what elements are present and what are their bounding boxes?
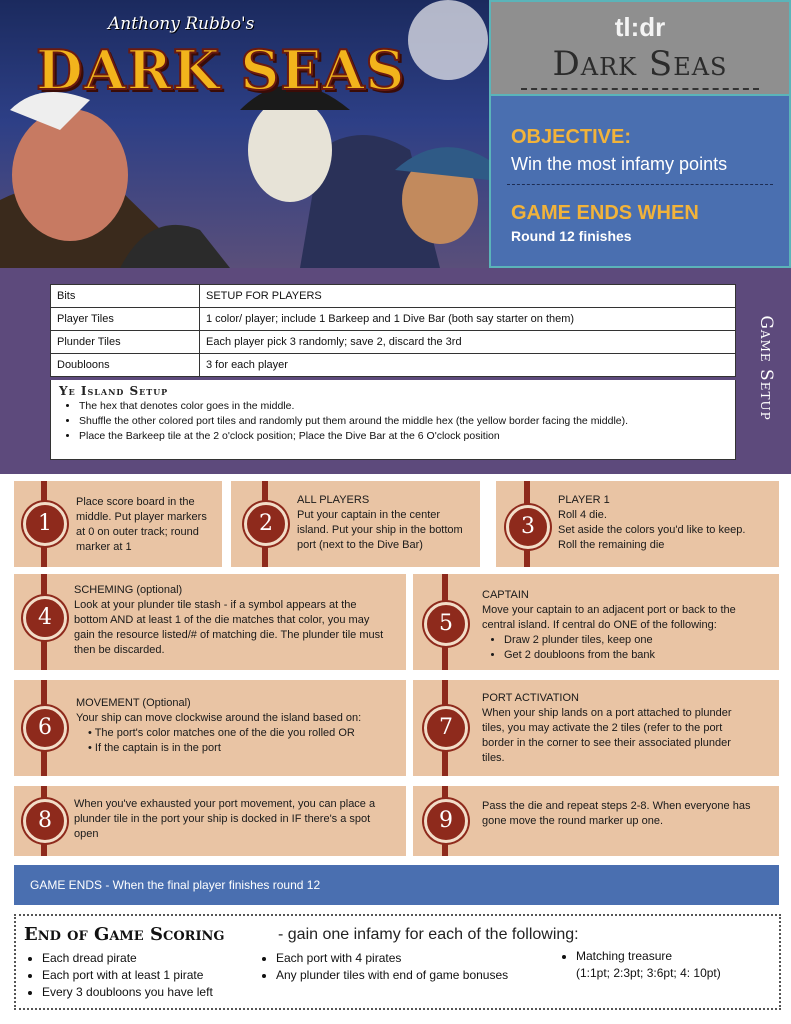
step-text <box>558 493 778 553</box>
step-line: at 0 on outer track; round <box>76 526 199 538</box>
step-bullets <box>482 633 777 663</box>
scoring-subtitle: - gain one infamy for each of the following: <box>278 926 579 943</box>
scoring-list-3 <box>562 948 721 982</box>
step-number: 3 <box>506 505 550 549</box>
step-2-box <box>231 481 480 567</box>
step-9-box <box>413 786 779 856</box>
scoring-title: End of Game Scoring <box>24 924 225 945</box>
step-text <box>74 583 404 658</box>
step-line: middle. Put player markers <box>76 511 207 523</box>
step-line: • The port's color matches one of the die you rolled OR <box>88 727 355 739</box>
game-ends-heading: GAME ENDS WHEN <box>511 202 699 224</box>
divider <box>507 184 773 185</box>
step-line: When your ship lands on a port attached to plunder <box>482 707 732 719</box>
objective-heading: OBJECTIVE: <box>511 126 632 148</box>
step-line: tiles, you may activate the 2 tiles (refer to the port <box>482 722 723 734</box>
setup-side-label <box>748 288 784 448</box>
step-number: 9 <box>424 799 468 843</box>
list-item: • Each port with at least 1 pirate <box>42 967 213 984</box>
step-text <box>74 797 404 842</box>
tldr-title: Dark Seas <box>552 44 728 84</box>
step-line: ALL PLAYERS <box>297 494 370 506</box>
table-header-cell: Bits <box>51 285 200 308</box>
step-line: marker at 1 <box>76 541 132 553</box>
step-line: port (next to the Dive Bar) <box>297 539 423 551</box>
table-cell: Player Tiles <box>51 308 200 331</box>
list-item: (1:1pt; 2:3pt; 3:6pt; 4: 10pt) <box>576 966 721 980</box>
table-cell: Plunder Tiles <box>51 331 200 354</box>
step-number: 8 <box>23 799 67 843</box>
divider <box>521 88 759 90</box>
step-5-box <box>413 574 779 670</box>
step-line: Place score board in the <box>76 496 195 508</box>
art-subtitle: Anthony Rubbo's <box>108 14 255 34</box>
island-setup-heading: Ye Island Setup <box>59 384 169 398</box>
step-line: MOVEMENT (Optional) <box>76 697 191 709</box>
step-line: • If the captain is in the port <box>88 742 221 754</box>
objective-text: Win the most infamy points <box>511 154 728 174</box>
step-number: 4 <box>23 596 67 640</box>
step-line: plunder tile in the port your ship is docked in IF there's a spot <box>74 813 371 825</box>
step-text <box>482 588 777 663</box>
step-number: 5 <box>424 602 468 646</box>
step-line: island. Put your ship in the bottom <box>297 524 463 536</box>
step-line: SCHEMING (optional) <box>74 584 183 596</box>
list-item: • Every 3 doubloons you have left <box>42 984 213 1001</box>
table-header-cell: SETUP FOR PLAYERS <box>200 285 736 308</box>
table-row <box>51 308 736 331</box>
objective-panel <box>489 96 791 268</box>
table-row <box>51 331 736 354</box>
art-title: DARK SEAS <box>36 38 406 102</box>
game-ends-text: Round 12 finishes <box>511 228 632 244</box>
list-item: • Any plunder tiles with end of game bonuses <box>276 967 508 984</box>
step-line: Look at your plunder tile stash - if a symbol appears at the <box>74 599 357 611</box>
step-line: PORT ACTIVATION <box>482 692 579 704</box>
list-item: • Get 2 doubloons from the bank <box>504 648 777 663</box>
step-7-box <box>413 680 779 776</box>
step-line: Move your captain to an adjacent port or back to the <box>482 604 736 616</box>
step-text <box>482 691 777 766</box>
step-line: tiles. <box>482 752 505 764</box>
game-ends-banner: GAME ENDS - When the final player finishes round 12 <box>14 865 779 905</box>
island-setup-list <box>59 399 628 444</box>
step-text <box>76 696 404 756</box>
step-line: then be discarded. <box>74 644 165 656</box>
list-item: • The hex that denotes color goes in the middle. <box>79 399 628 414</box>
step-line: central island. If central do ONE of the following: <box>482 619 717 631</box>
step-line: Roll the remaining die <box>558 539 665 551</box>
table-header-row <box>51 285 736 308</box>
scoring-list-1 <box>28 950 213 1001</box>
setup-table <box>50 284 736 377</box>
tldr-label: tl:dr <box>614 12 666 42</box>
table-cell: 3 for each player <box>200 354 736 377</box>
step-number: 7 <box>424 706 468 750</box>
table-cell: Doubloons <box>51 354 200 377</box>
list-item: • Matching treasure <box>576 948 721 965</box>
tldr-panel <box>489 0 791 96</box>
list-item: • Place the Barkeep tile at the 2 o'clock position; Place the Dive Bar at the 6 O'clock position <box>79 429 628 444</box>
step-line: open <box>74 828 99 840</box>
step-line: Your ship can move clockwise around the island based on: <box>76 712 362 724</box>
step-number: 6 <box>23 706 67 750</box>
step-line: Set aside the colors you'd like to keep. <box>558 524 746 536</box>
step-8-box <box>14 786 406 856</box>
step-4-box <box>14 574 406 670</box>
step-line: Pass the die and repeat steps 2-8. When everyone has <box>482 800 751 812</box>
end-scoring-box <box>14 914 781 1010</box>
step-line: bottom AND at least 1 of the die matches that color, you may <box>74 614 370 626</box>
step-line: When you've exhausted your port movement, you can place a <box>74 798 376 810</box>
island-setup-box <box>50 380 736 460</box>
step-line: border in the corner to see their associated plunder <box>482 737 731 749</box>
table-cell: 1 color/ player; include 1 Barkeep and 1 Dive Bar (both say starter on them) <box>200 308 736 331</box>
step-6-box <box>14 680 406 776</box>
step-line: gone move the round marker up one. <box>482 815 664 827</box>
step-line: PLAYER 1 <box>558 494 610 506</box>
list-item: • Each port with 4 pirates <box>276 950 508 967</box>
step-1-box <box>14 481 222 567</box>
list-item: • Draw 2 plunder tiles, keep one <box>504 633 777 648</box>
step-line: Roll 4 die. <box>558 509 607 521</box>
list-item: • Each dread pirate <box>42 950 213 967</box>
step-number: 1 <box>23 502 67 546</box>
step-line: gain the resource listed/# of matching die. The plunder tile must <box>74 629 384 641</box>
table-row <box>51 354 736 377</box>
step-line: CAPTAIN <box>482 589 529 601</box>
cover-art <box>0 0 489 268</box>
step-text <box>76 495 218 555</box>
step-number: 2 <box>244 502 288 546</box>
setup-side-text: Game Setup <box>756 315 776 421</box>
table-cell: Each player pick 3 randomly; save 2, discard the 3rd <box>200 331 736 354</box>
scoring-list-2 <box>262 950 508 984</box>
step-text <box>482 799 777 829</box>
step-line: Put your captain in the center <box>297 509 441 521</box>
list-item: • Shuffle the other colored port tiles and randomly put them around the middle hex (the yellow border facing the middle). <box>79 414 628 429</box>
step-3-box <box>496 481 779 567</box>
step-text <box>297 493 477 553</box>
